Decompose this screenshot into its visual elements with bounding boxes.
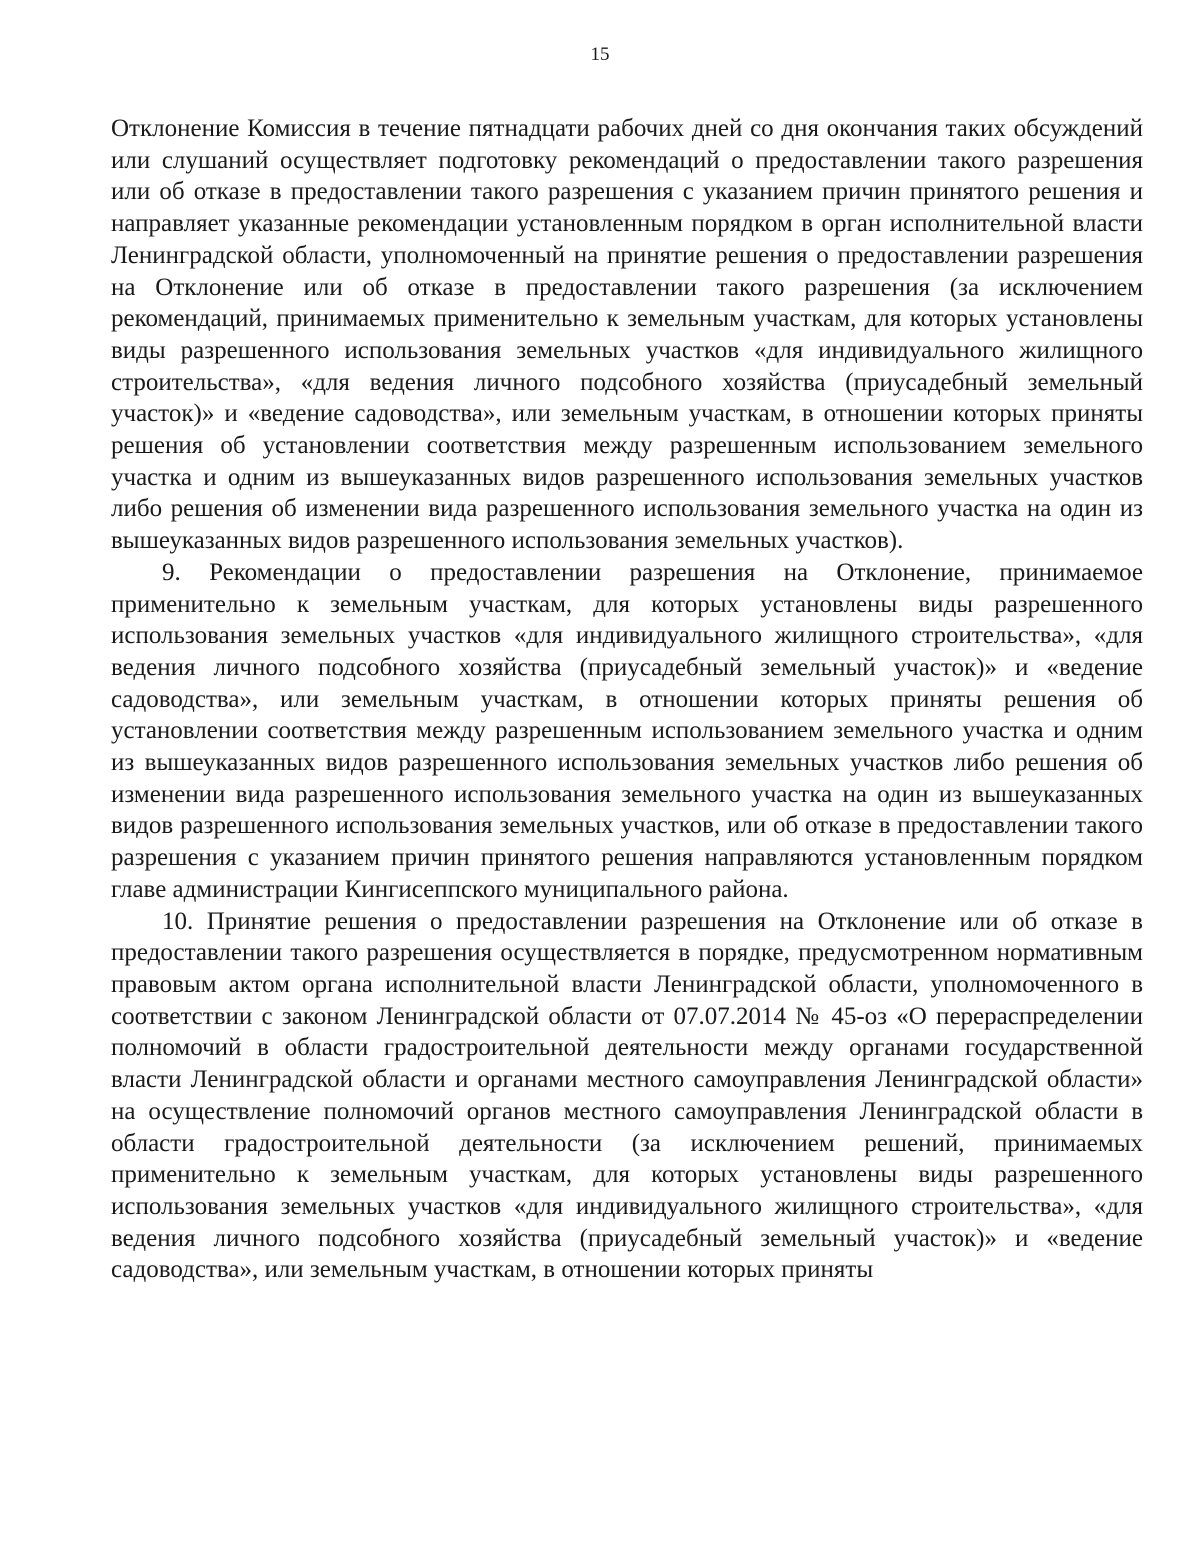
paragraph-continuation: Отклонение Комиссия в течение пятнадцати рабочих дней со дня окончания таких обсуждений или слушаний осуществляет подготовку рекомендаций о предоставлении такого разрешения или об отказе в предоставлении такого разрешения с указанием причин принятого решения и направляет указанные рекомендации установленным порядком в орган исполнительной власти Ленинградской области, уполномоченный на принятие решения о предоставлении разрешения на Отклонение или об отказе в предоставлении такого разрешения (за исключением рекомендаций, принимаемых применительно к земельным участкам, для которых установлены виды разрешенного использования земельных участков «для индивидуального жилищного строительства», «для ведения личного подсобного хозяйства (приусадебный земельный участок)» и «ведение садоводства», или земельным участкам, в отношении которых приняты решения об установлении соответствия между разрешенным использованием земельного участка и одним из вышеуказанных видов разрешенного использования земельных участков либо решения об изменении вида разрешенного использования земельного участка на один из вышеуказанных видов разрешенного использования земельных участков). [111, 115, 1143, 555]
paragraph-item-10: 10. Принятие решения о предоставлении разрешения на Отклонение или об отказе в предоставлении такого разрешения осуществляется в порядке, предусмотренном нормативным правовым актом органа исполнительной власти Ленинградской области, уполномоченного в соответствии с законом Ленинградской области от 07.07.2014 № 45-оз «О перераспределении полномочий в области градостроительной деятельности между органами государственной власти Ленинградской области и органами местного самоуправления Ленинградской области» на осуществление полномочий органов местного самоуправления Ленинградской области в области градостроительной деятельности (за исключением решений, принимаемых применительно к земельным участкам, для которых установлены виды разрешенного использования земельных участков «для индивидуального жилищного строительства», «для ведения личного подсобного хозяйства (приусадебный земельный участок)» и «ведение садоводства», или земельным участкам, в отношении которых приняты [111, 907, 1143, 1284]
paragraph-item-9: 9. Рекомендации о предоставлении разрешения на Отклонение, принимаемое применительно к земельным участкам, для которых установлены виды разрешенного использования земельных участков «для индивидуального жилищного строительства», «для ведения личного подсобного хозяйства (приусадебный земельный участок)» и «ведение садоводства», или земельным участкам, в отношении которых приняты решения об установлении соответствия между разрешенным использованием земельного участка и одним из вышеуказанных видов разрешенного использования земельных участков либо решения об изменении вида разрешенного использования земельного участка на один из вышеуказанных видов разрешенного использования земельных участков, или об отказе в предоставлении такого разрешения с указанием причин принятого решения направляются установленным порядком главе администрации Кингисеппского муниципального района. [111, 558, 1143, 903]
page-number: 15 [590, 44, 610, 65]
document-body [111, 113, 1143, 1286]
